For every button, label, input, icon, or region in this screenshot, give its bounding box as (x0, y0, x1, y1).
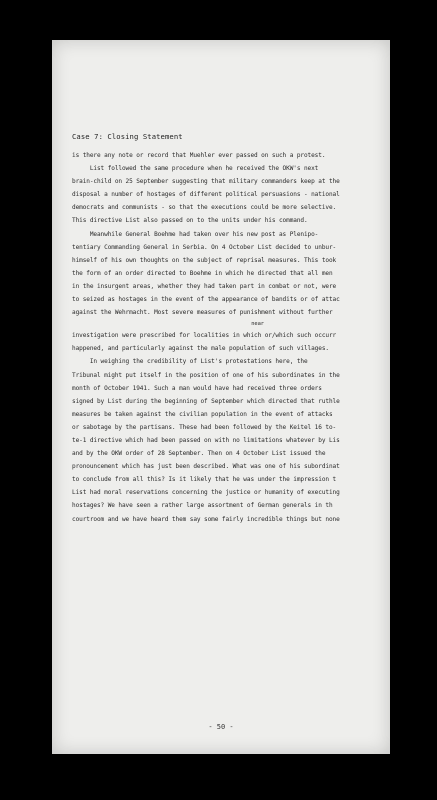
text-line: courtroom and we have heard them say some fairly incredible things but none (72, 515, 340, 523)
text-line: te-1 directive which had been passed on with no limitations whatever by Lis (72, 436, 340, 444)
text-line: List followed the same procedure when he received the OKW's next (72, 165, 319, 173)
text-line: pronouncement which has just been described. What was one of his subordinat (72, 463, 340, 471)
text-line: disposal a number of hostages of different political persuasions - national (72, 191, 340, 199)
document-header: Case 7: Closing Statement (72, 132, 183, 141)
text-line: and by the OKW order of 28 September. Then on 4 October List issued the (72, 450, 326, 458)
text-line: is there any note or record that Muehler ever passed on such a protest. (72, 152, 326, 159)
document-body (72, 149, 390, 526)
text-line: happened, and particularly against the male population of such villages. (72, 345, 329, 353)
text-line: to seized as hostages in the event of the appearance of bandits or of attac (72, 296, 340, 304)
text-line: the form of an order directed to Boehme in which he directed that all men (72, 269, 333, 277)
text-line: month of October 1941. Such a man would have had received three orders (72, 384, 322, 392)
text-line: Tribunal might put itself in the position of one of his subordinates in the (72, 371, 340, 379)
text-line: tentiary Commanding General in Serbia. On 4 October List decided to unbur- (72, 243, 337, 251)
text-line: Meanwhile General Boehme had taken over his new post as Plenipo- (72, 230, 319, 238)
text-line: signed by List during the beginning of September which directed that ruthle (72, 397, 340, 405)
text-line: This directive List also passed on to the units under his command. (72, 217, 308, 225)
text-line: measures be taken against the civilian population in the event of attacks (72, 410, 333, 418)
text-line: In weighing the credibility of List's protestations here, the (72, 358, 308, 366)
page-number: - 50 - (208, 723, 234, 731)
text-line: List had moral reservations concerning the justice or humanity of executing (72, 489, 340, 497)
text-line: democrats and communists - so that the executions could be more selective. (72, 204, 337, 212)
text-line: against the Wehrmacht. Most severe measures of punishment without further (72, 309, 333, 317)
text-line: investigation were prescribed for localities in which or/which such occurr (72, 332, 337, 340)
text-line: in the insurgent areas, whether they had taken part in combat or not, were (72, 282, 337, 290)
document-page (52, 40, 390, 754)
text-line: or sabotage by the partisans. These had been followed by the Keitel 16 to- (72, 423, 337, 431)
text-line: to conclude from all this? Is it likely that he was under the impression t (72, 476, 337, 484)
interlinear-insertion: near (72, 321, 264, 328)
text-line: hostages? We have seen a rather large assortment of German generals in th (72, 502, 333, 510)
text-line: brain-child on 25 September suggesting that military commanders keep at the (72, 178, 340, 186)
text-line: himself of his own thoughts on the subject of reprisal measures. This took (72, 256, 337, 264)
